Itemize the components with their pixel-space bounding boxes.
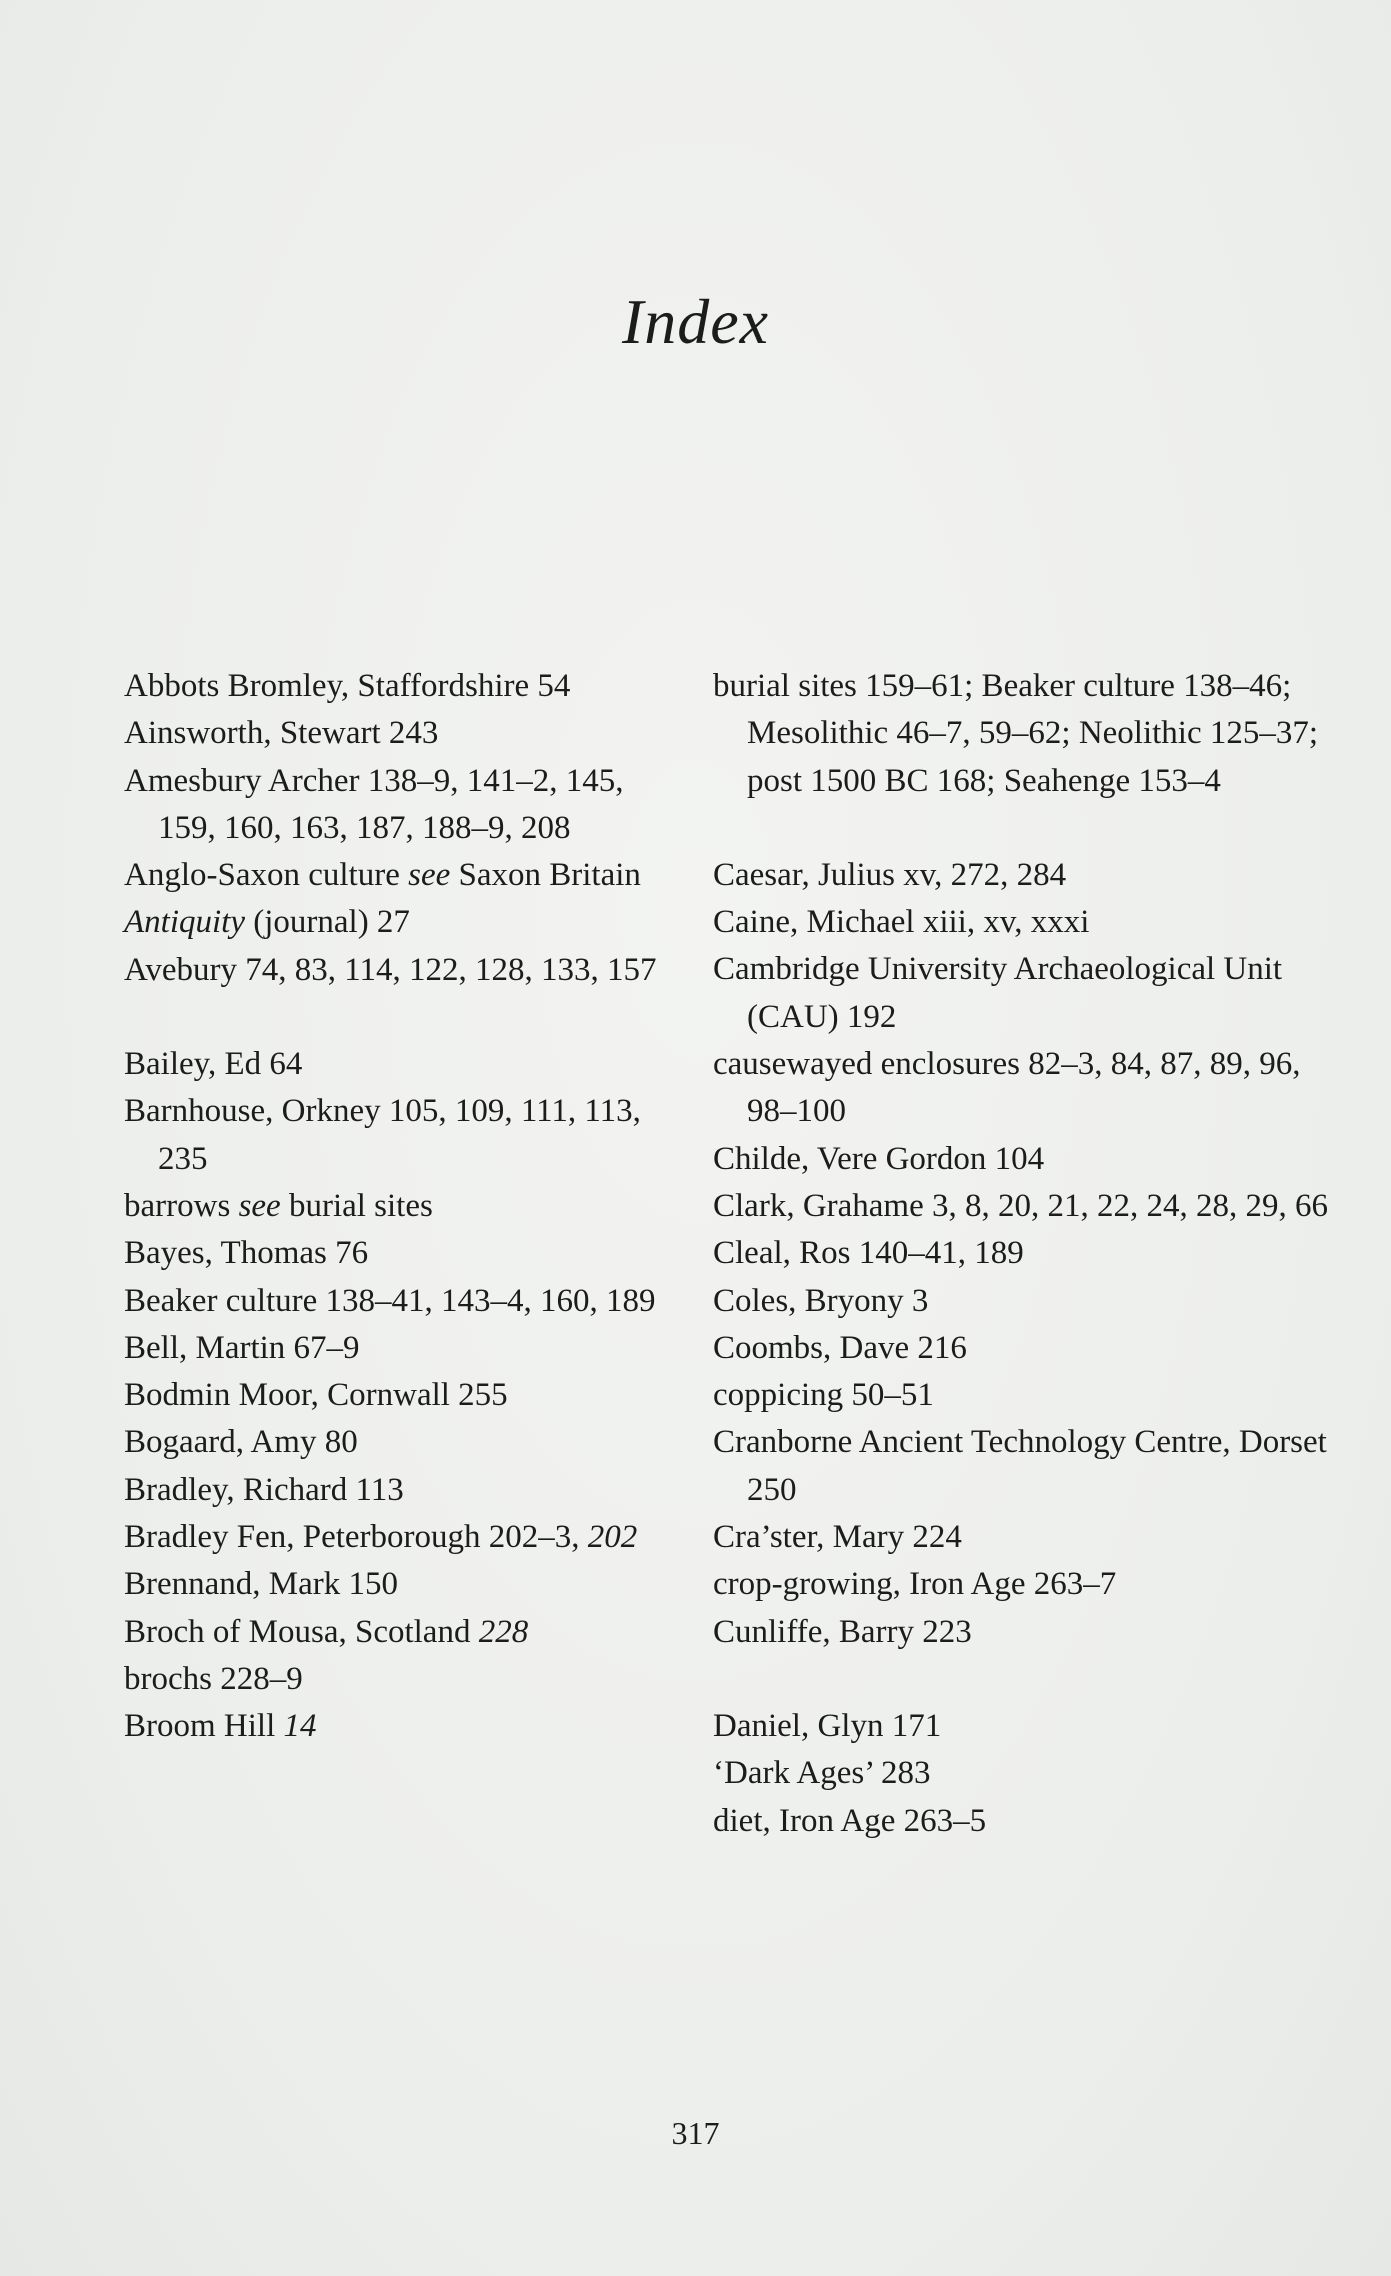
index-entry: burial sites 159–61; Beaker culture 138–46; Mesolithic 46–7, 59–62; Neolithic 125–37; post 1500 BC 168; Seahenge 153–4: [713, 668, 1319, 799]
index-entry: Barnhouse, Orkney 105, 109, 111, 113, 235: [124, 1093, 641, 1177]
index-entry: Cunliffe, Barry 223: [713, 1613, 972, 1650]
index-entry: Bradley Fen, Peterborough 202–3, 202: [124, 1519, 638, 1556]
index-entry: Bogaard, Amy 80: [124, 1424, 358, 1461]
index-entry: Bodmin Moor, Cornwall 255: [124, 1377, 508, 1414]
index-entry: Childe, Vere Gordon 104: [713, 1140, 1045, 1177]
index-entry: Amesbury Archer 138–9, 141–2, 145, 159, 160, 163, 187, 188–9, 208: [124, 762, 624, 846]
index-entry: ‘Dark Ages’ 283: [713, 1755, 931, 1792]
index-entry: Beaker culture 138–41, 143–4, 160, 189: [124, 1282, 656, 1319]
index-column-right: [713, 663, 1333, 1845]
index-entry: Bradley, Richard 113: [124, 1471, 404, 1508]
index-entry: Coombs, Dave 216: [713, 1329, 967, 1366]
index-entry: Ainsworth, Stewart 243: [124, 715, 439, 752]
index-entry: Bayes, Thomas 76: [124, 1235, 369, 1272]
index-entry: brochs 228–9: [124, 1660, 303, 1697]
index-entry: Antiquity (journal) 27: [124, 904, 410, 941]
index-entry: Anglo-Saxon culture see Saxon Britain: [124, 857, 641, 894]
index-entry: Daniel, Glyn 171: [713, 1707, 942, 1744]
index-entry: Cranborne Ancient Technology Centre, Dorset 250: [713, 1424, 1327, 1508]
index-entry: causewayed enclosures 82–3, 84, 87, 89, 96, 98–100: [713, 1046, 1301, 1130]
index-entry: Brennand, Mark 150: [124, 1566, 399, 1603]
index-entry: Broom Hill 14: [124, 1708, 317, 1745]
index-entry: Cleal, Ros 140–41, 189: [713, 1235, 1024, 1272]
index-entry: barrows see burial sites: [124, 1187, 433, 1224]
index-entry: coppicing 50–51: [713, 1377, 934, 1414]
index-entry: Cambridge University Archaeological Unit (CAU) 192: [713, 951, 1283, 1035]
index-entry: Bell, Martin 67–9: [124, 1329, 360, 1366]
index-entry: Cra’ster, Mary 224: [713, 1519, 962, 1556]
index-entry: Caine, Michael xiii, xv, xxxi: [713, 904, 1090, 941]
page-title: Index: [621, 286, 770, 357]
index-entry: Bailey, Ed 64: [124, 1046, 303, 1083]
index-entry: Broch of Mousa, Scotland 228: [124, 1613, 529, 1650]
page-number: 317: [671, 2115, 720, 2151]
index-column-left: [124, 663, 684, 1751]
index-entry: Coles, Bryony 3: [713, 1282, 929, 1319]
index-entry: Caesar, Julius xv, 272, 284: [713, 856, 1067, 893]
index-entry: Abbots Bromley, Staffordshire 54: [124, 668, 571, 704]
index-entry: diet, Iron Age 263–5: [713, 1802, 987, 1839]
index-entry: Avebury 74, 83, 114, 122, 128, 133, 157: [124, 951, 657, 988]
index-entry: crop-growing, Iron Age 263–7: [713, 1566, 1117, 1603]
index-entry: Clark, Grahame 3, 8, 20, 21, 22, 24, 28, 29, 66: [713, 1187, 1328, 1224]
